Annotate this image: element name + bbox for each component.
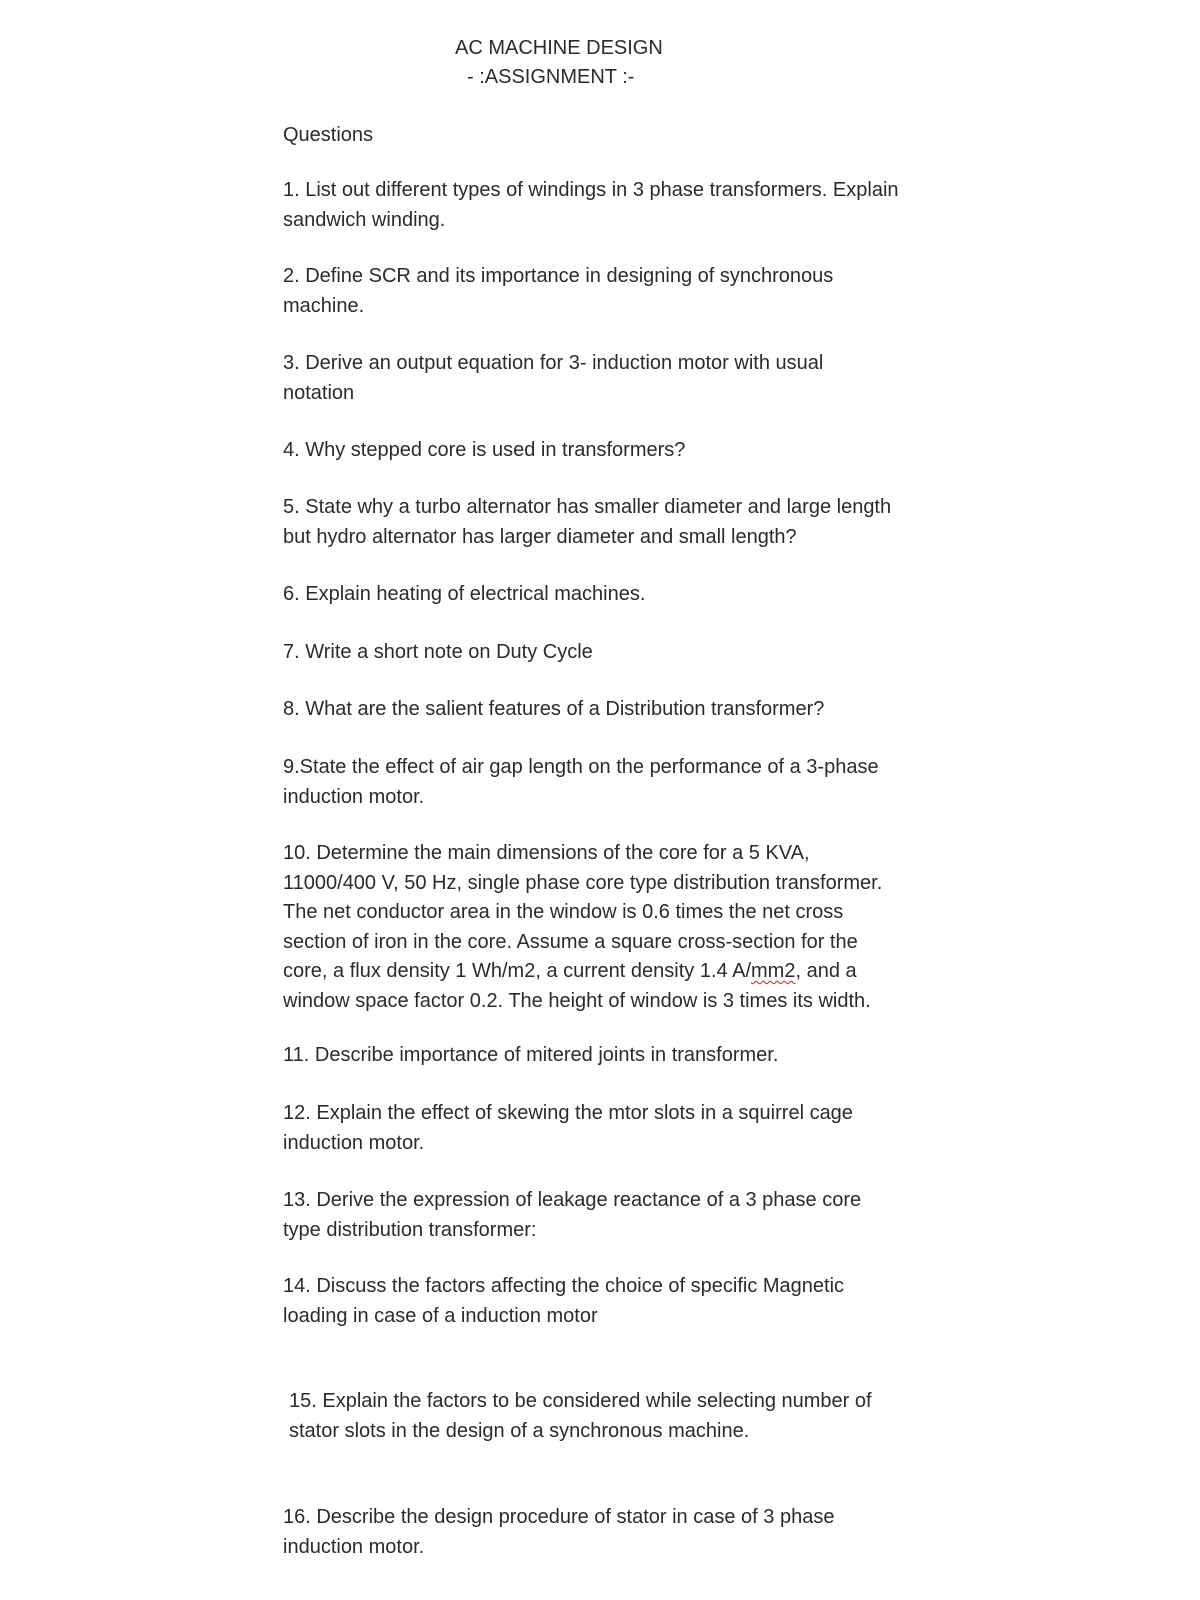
question-16: 16. Describe the design procedure of stator in case of 3 phase induction motor.	[283, 1506, 835, 1558]
question-5: 5. State why a turbo alternator has smaller diameter and large length but hydro alternator has larger diameter and small length?	[283, 496, 892, 548]
question-8: 8. What are the salient features of a Distribution transformer?	[283, 698, 825, 720]
question-7: 7. Write a short note on Duty Cycle	[283, 641, 593, 663]
question-12: 12. Explain the effect of skewing the mtor slots in a squirrel cage induction motor.	[283, 1102, 853, 1154]
question-3: 3. Derive an output equation for 3- induction motor with usual notation	[283, 352, 824, 404]
question-2: 2. Define SCR and its importance in designing of synchronous machine.	[283, 265, 834, 317]
document-title: AC MACHINE DESIGN	[455, 37, 663, 59]
question-11: 11. Describe importance of mitered joints in transformer.	[283, 1044, 779, 1066]
question-14: 14. Discuss the factors affecting the choice of specific Magnetic loading in case of a induction motor	[283, 1275, 845, 1327]
question-4: 4. Why stepped core is used in transformers?	[283, 439, 686, 461]
spellcheck-flagged-word: mm2	[751, 960, 796, 982]
question-10-text-after: , and a window space factor 0.2. The height of window is 3 times its width.	[283, 960, 871, 1012]
question-6: 6. Explain heating of electrical machines.	[283, 583, 646, 605]
question-15: 15. Explain the factors to be considered while selecting number of stator slots in the design of a synchronous machine.	[289, 1390, 872, 1442]
title-block	[455, 34, 755, 92]
question-10-text-before: 10. Determine the main dimensions of the core for a 5 KVA, 11000/400 V, 50 Hz, single phase core type distribution transformer. The net conductor area in the window is 0.6 times the net cross section of iron in the core. Assume a square cross-section for the core, a flux density 1 Wh/m2, a current density 1.4 A/	[283, 842, 883, 982]
document-subtitle: - :ASSIGNMENT :-	[467, 66, 635, 88]
section-label-questions: Questions	[283, 124, 374, 146]
question-9: 9.State the effect of air gap length on the performance of a 3-phase induction motor.	[283, 756, 879, 808]
question-13: 13. Derive the expression of leakage reactance of a 3 phase core type distribution transformer:	[283, 1189, 862, 1241]
question-1: 1. List out different types of windings in 3 phase transformers. Explain sandwich winding.	[283, 179, 899, 231]
question-10	[283, 839, 943, 1016]
